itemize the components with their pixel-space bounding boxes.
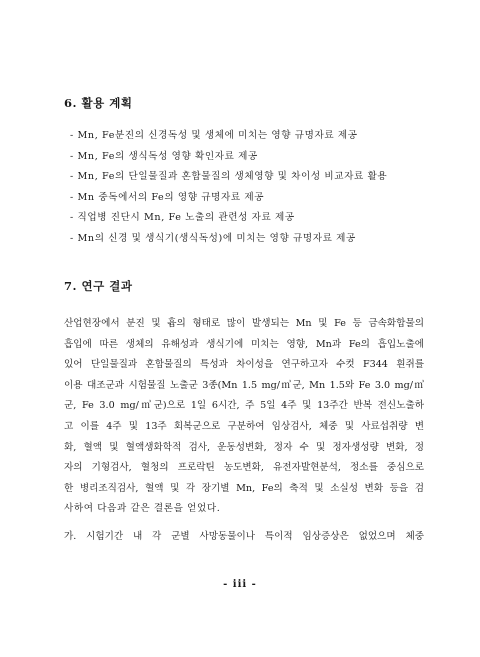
result-item-ga: 가. 시험기간 내 각 군별 사망동물이나 특이적 임상증상은 없었으며 체중 (64, 531, 424, 542)
paragraph-line: 한 병리조직검사, 혈액 및 각 장기별 Mn, Fe의 축적 및 소실성 변화 등을 검 (64, 482, 424, 494)
section-6-list (70, 126, 387, 249)
section-6-heading: 6. 활용 계획 (64, 96, 133, 110)
list-item: - Mn의 신경 및 생식기(생식독성)에 미치는 영향 규명자료 제공 (70, 232, 356, 244)
paragraph-line: 자의 기형검사, 혈청의 프로락틴 농도변화, 유전자발현분석, 정소를 중심으로 (64, 462, 424, 474)
paragraph-line: 이용 대조군과 시험물질 노출군 3종(Mn 1.5 mg/㎥군, Mn 1.5와 Fe 3.0 mg/㎥ (64, 379, 424, 391)
list-item: - Mn, Fe의 생식독성 영향 확인자료 제공 (70, 150, 258, 162)
paragraph-line: 산업현장에서 분진 및 흄의 형태로 많이 발생되는 Mn 및 Fe 등 금속화합물의 (64, 318, 424, 329)
paragraph-line: 사하여 다음과 같은 결론을 얻었다. (64, 503, 221, 515)
paragraph-line: 흡입에 따른 생체의 유해성과 생식기에 미치는 영향, Mn과 Fe의 흡입노출에 (64, 338, 424, 350)
list-item: - Mn 중독에서의 Fe의 영향 규명자료 제공 (70, 191, 265, 203)
list-item: - Mn, Fe분진의 신경독성 및 생체에 미치는 영향 규명자료 제공 (70, 130, 358, 141)
list-item: - Mn, Fe의 단일물질과 혼합물질의 생체영향 및 차이성 비교자료 활용 (70, 171, 388, 182)
list-item: - 직업병 진단시 Mn, Fe 노출의 관련성 자료 제공 (70, 212, 295, 223)
page-number: - iii - (223, 579, 257, 590)
paragraph-line: 있어 단일물질과 혼합물질의 특성과 차이성을 연구하고자 수컷 F344 흰쥐를 (64, 359, 424, 371)
section-7-paragraph (64, 314, 424, 520)
paragraph-line: 화, 혈액 및 혈액생화학적 검사, 운동성변화, 정자 수 및 정자생성량 변화, 정 (64, 441, 424, 453)
paragraph-line: 군, Fe 3.0 mg/㎥군)으로 1일 6시간, 주 5일 4주 및 13주간 반복 전신노출하 (64, 400, 424, 412)
section-7-heading: 7. 연구 결과 (64, 279, 133, 293)
paragraph-line: 고 이를 4주 및 13주 회복군으로 구분하여 임상검사, 체중 및 사료섭취량 변 (64, 420, 424, 432)
